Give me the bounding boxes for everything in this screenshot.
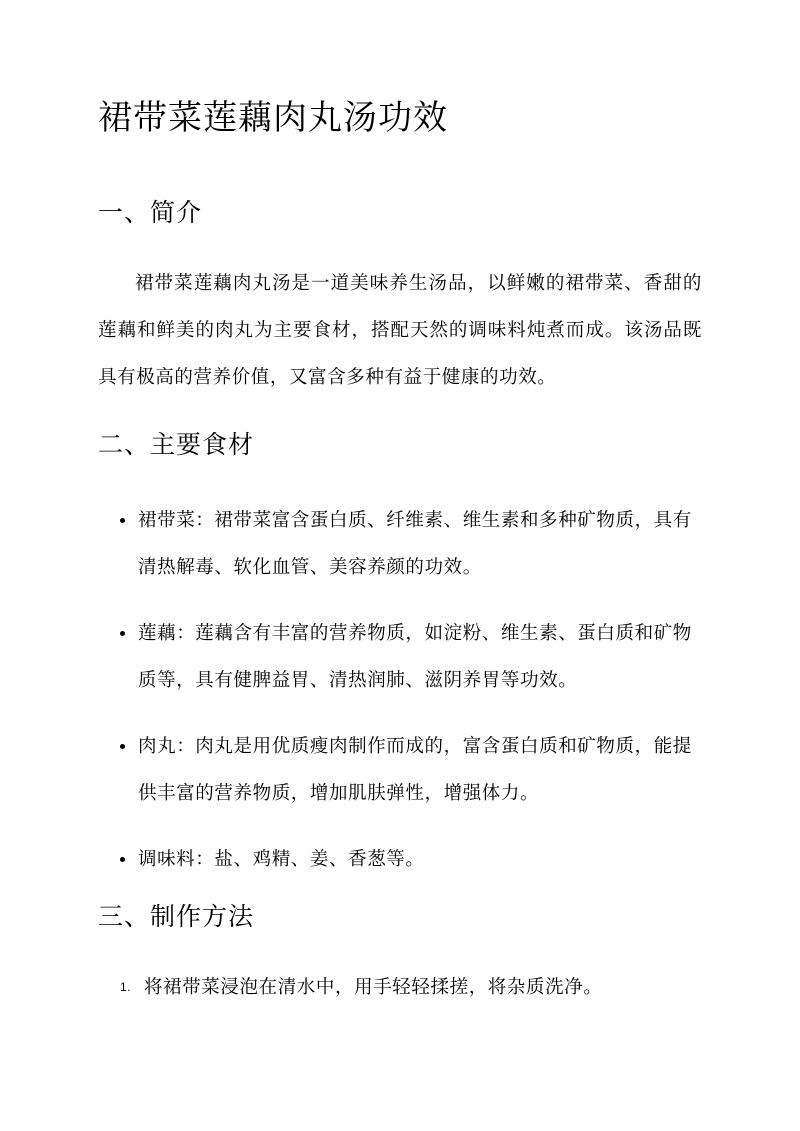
list-item	[98, 836, 702, 883]
ingredient-text: 莲藕：莲藕含有丰富的营养物质，如淀粉、维生素、蛋白质和矿物质等，具有健脾益胃、清热润肺、滋阴养胃等功效。	[138, 623, 692, 691]
intro-paragraph: 裙带菜莲藕肉丸汤是一道美味养生汤品，以鲜嫩的裙带菜、香甜的莲藕和鲜美的肉丸为主要食材，搭配天然的调味料炖煮而成。该汤品既具有极高的营养价值，又富含多种有益于健康的功效。	[98, 273, 702, 388]
list-item	[98, 610, 702, 704]
bullet-icon	[120, 518, 125, 523]
list-item	[98, 964, 702, 1011]
method-steps-list	[98, 964, 702, 1011]
bullet-icon	[120, 631, 125, 636]
section-heading-method: 三、制作方法	[98, 902, 255, 931]
step-text: 将裙带菜浸泡在清水中，用手轻轻揉搓，将杂质洗净。	[144, 977, 603, 998]
document-title: 裙带菜莲藕肉丸汤功效	[98, 98, 448, 138]
section-heading-ingredients: 二、主要食材	[98, 430, 255, 459]
ingredient-text: 裙带菜：裙带菜富含蛋白质、纤维素、维生素和多种矿物质，具有清热解毒、软化血管、美容养颜的功效。	[138, 510, 692, 578]
bullet-icon	[120, 857, 125, 862]
ingredient-text: 调味料：盐、鸡精、姜、香葱等。	[138, 849, 425, 870]
section-heading-intro: 一、简介	[98, 198, 203, 227]
bullet-icon	[120, 744, 125, 749]
ingredients-list	[98, 497, 702, 902]
list-item	[98, 723, 702, 817]
step-number: 1.	[120, 980, 132, 994]
list-item	[98, 497, 702, 591]
ingredient-text: 肉丸：肉丸是用优质瘦肉制作而成的，富含蛋白质和矿物质，能提供丰富的营养物质，增加肌肤弹性，增强体力。	[138, 736, 692, 804]
